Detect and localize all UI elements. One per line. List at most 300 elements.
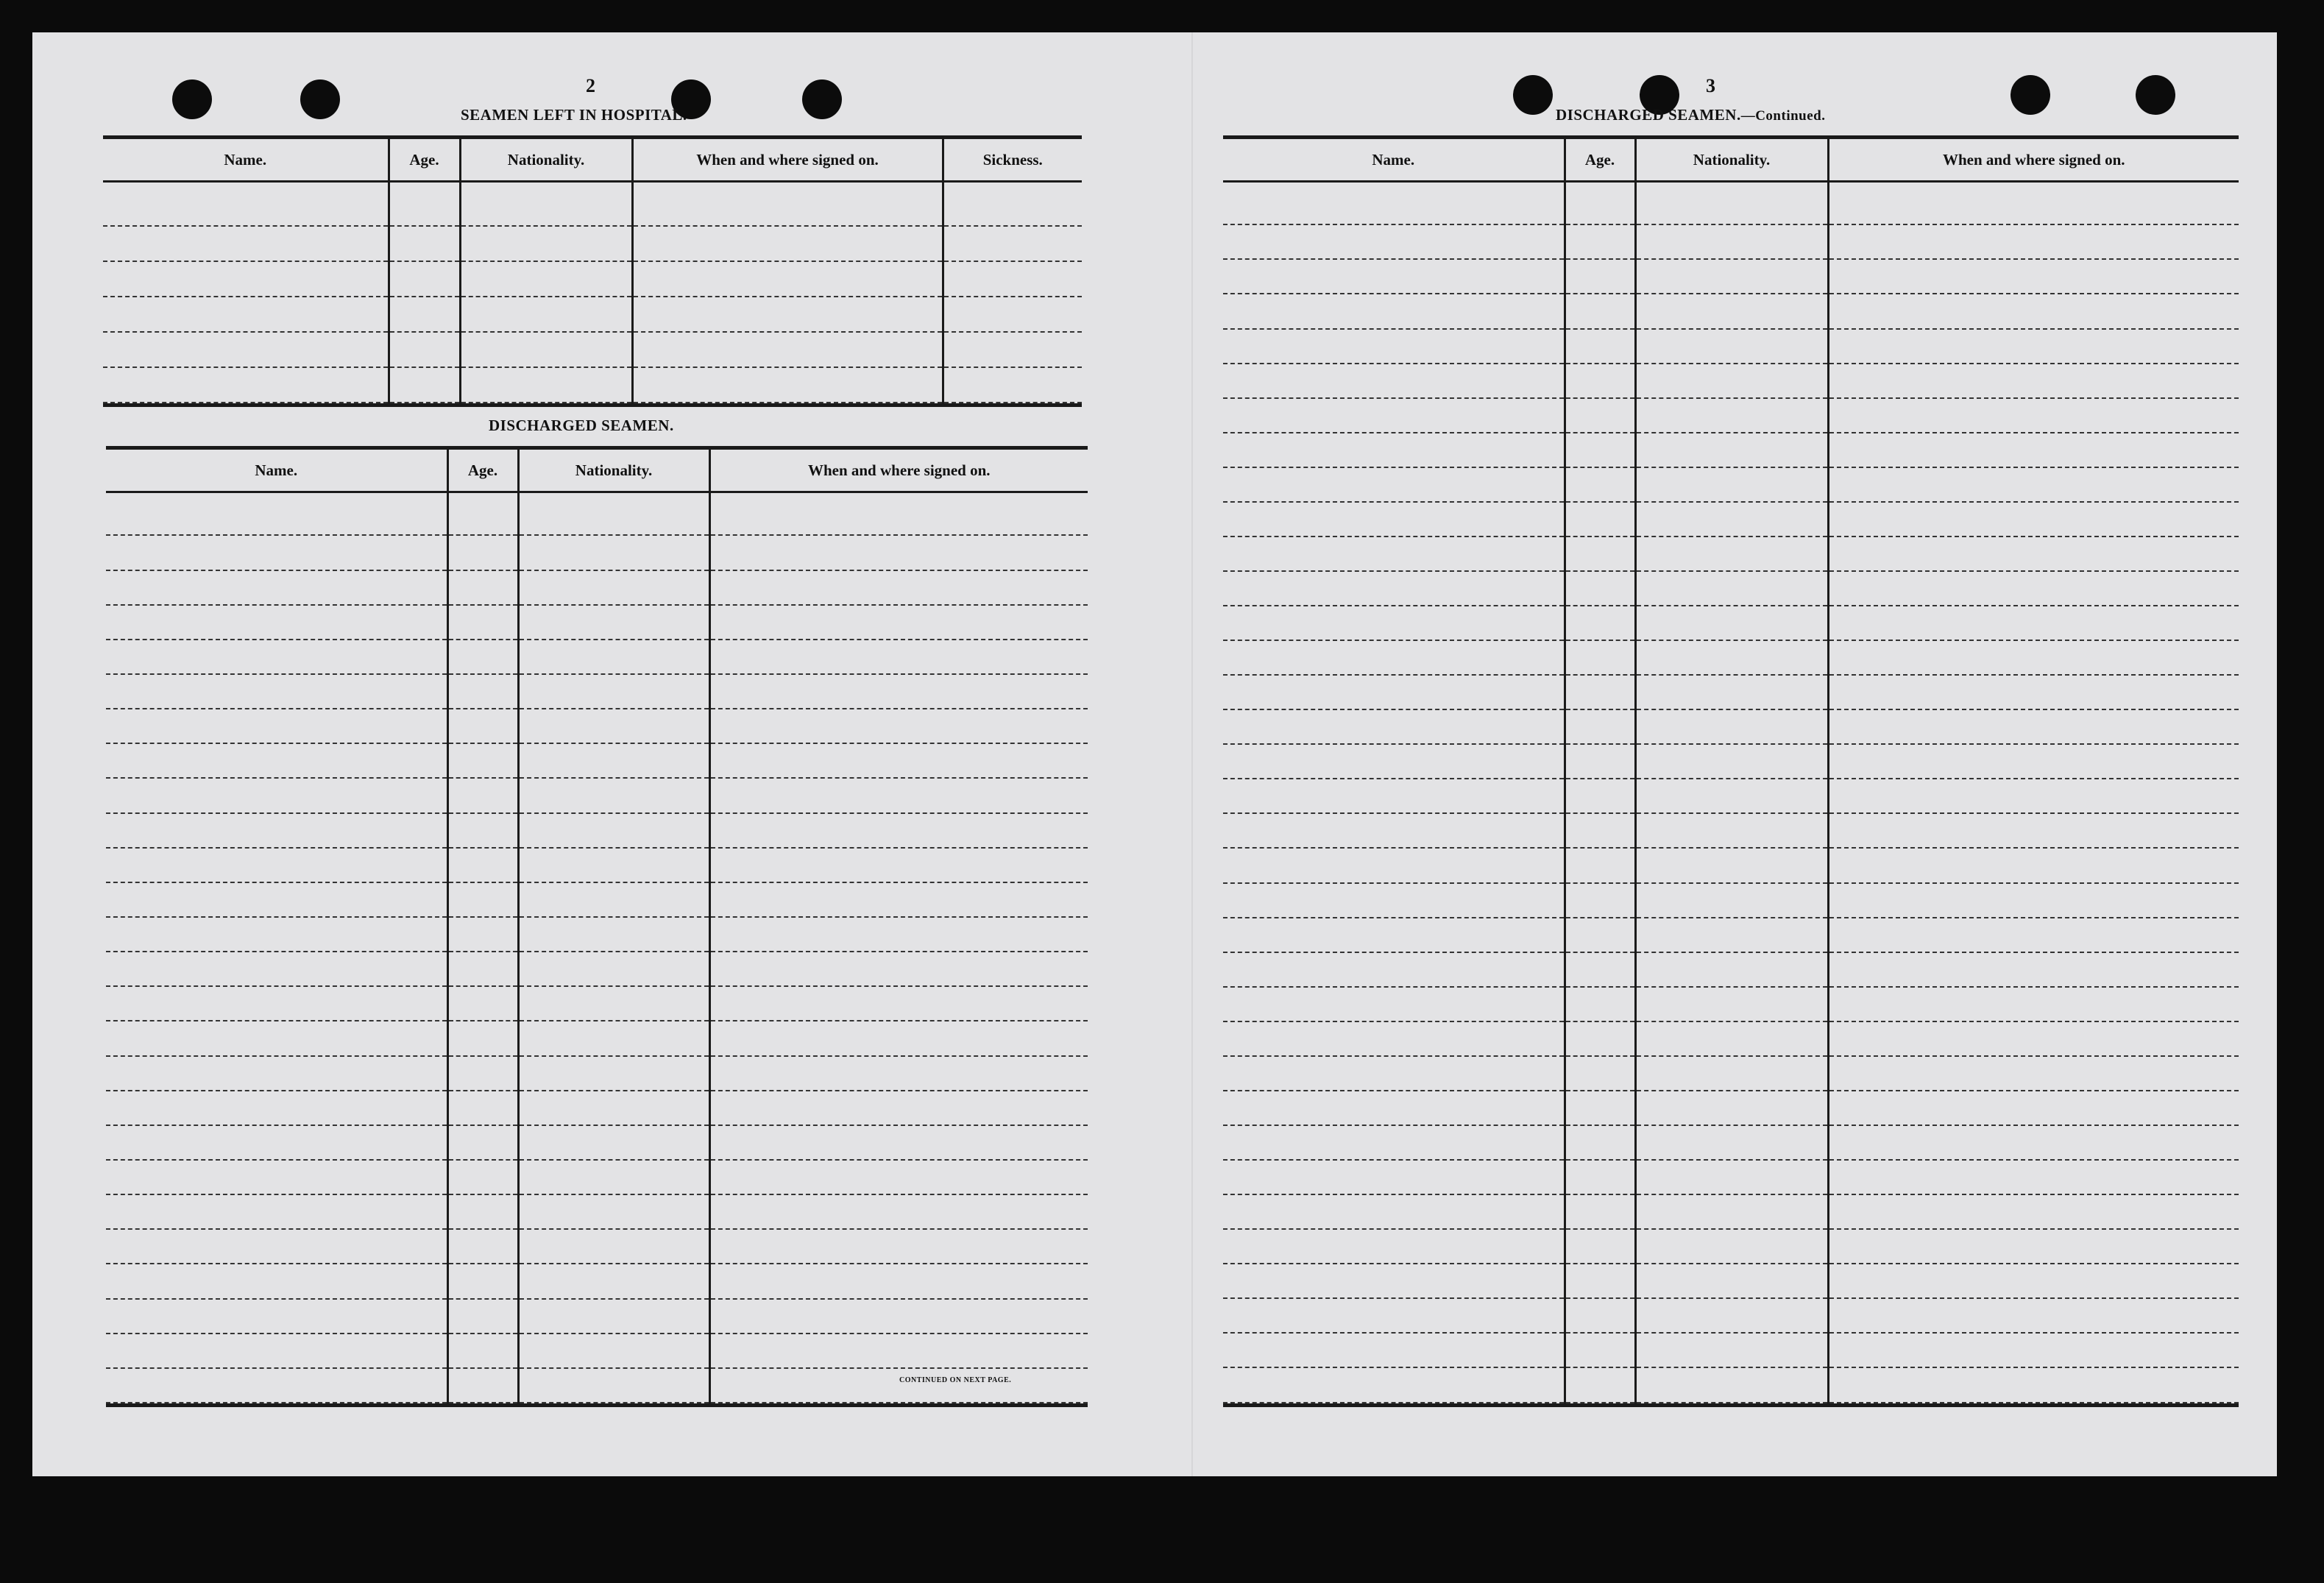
title-continued: —Continued.: [1740, 108, 1826, 124]
blank-cell: [389, 261, 460, 297]
blank-cell: [447, 1194, 518, 1229]
blank-cell: [1635, 1298, 1828, 1333]
blank-cell: [447, 492, 518, 536]
table-row: [1223, 606, 2239, 640]
table-row: [106, 778, 1088, 812]
blank-cell: [1635, 744, 1828, 779]
blank-cell: [709, 1334, 1088, 1368]
blank-cell: [709, 743, 1088, 778]
table-row: [1223, 813, 2239, 848]
blank-cell: [1828, 259, 2239, 294]
blank-cell: [1223, 467, 1565, 502]
blank-cell: [1828, 640, 2239, 675]
blank-cell: [1565, 918, 1635, 952]
blank-cell: [1223, 813, 1565, 848]
blank-cell: [447, 570, 518, 605]
blank-cell: [447, 917, 518, 952]
table-row: [106, 640, 1088, 674]
table-row: [103, 332, 1082, 367]
table-row: [106, 1264, 1088, 1298]
blank-cell: [709, 778, 1088, 812]
blank-cell: [447, 640, 518, 674]
blank-cell: [1565, 848, 1635, 882]
blank-cell: [1565, 182, 1635, 225]
col-header-age: Age.: [389, 139, 460, 182]
blank-cell: [1565, 1194, 1635, 1229]
blank-cell: [1223, 675, 1565, 709]
blank-cell: [106, 986, 447, 1021]
col-header-name: Name.: [103, 139, 389, 182]
table-row: [106, 1368, 1088, 1403]
blank-cell: [1223, 1264, 1565, 1298]
blank-cell: [518, 917, 709, 952]
blank-cell: [1635, 813, 1828, 848]
blank-cell: [1565, 987, 1635, 1021]
blank-cell: [103, 367, 389, 403]
blank-cell: [106, 1368, 447, 1403]
blank-cell: [1828, 502, 2239, 536]
punch-hole: [172, 79, 212, 119]
blank-cell: [709, 605, 1088, 640]
blank-cell: [1635, 467, 1828, 502]
blank-cell: [106, 743, 447, 778]
blank-cell: [1565, 536, 1635, 571]
blank-cell: [709, 813, 1088, 848]
blank-cell: [447, 1160, 518, 1194]
blank-cell: [1635, 1367, 1828, 1403]
blank-cell: [518, 743, 709, 778]
blank-cell: [943, 226, 1082, 261]
table-row: [1223, 1194, 2239, 1229]
blank-cell: [518, 986, 709, 1021]
blank-cell: [1635, 1125, 1828, 1160]
blank-cell: [943, 297, 1082, 332]
discharged-section-title: DISCHARGED SEAMEN.: [489, 417, 674, 434]
blank-cell: [518, 570, 709, 605]
blank-cell: [1223, 294, 1565, 328]
blank-cell: [709, 952, 1088, 986]
blank-cell: [106, 570, 447, 605]
blank-cell: [1223, 1160, 1565, 1194]
blank-cell: [1223, 259, 1565, 294]
blank-cell: [447, 778, 518, 812]
blank-cell: [518, 674, 709, 709]
blank-cell: [1565, 571, 1635, 606]
blank-cell: [447, 605, 518, 640]
blank-cell: [460, 226, 632, 261]
blank-cell: [1635, 709, 1828, 744]
table-row: [1223, 1264, 2239, 1298]
blank-cell: [1565, 1229, 1635, 1264]
blank-cell: [1223, 987, 1565, 1021]
table-row: [106, 743, 1088, 778]
blank-cell: [1223, 1091, 1565, 1125]
table-row: [106, 709, 1088, 743]
blank-cell: [709, 709, 1088, 743]
blank-cell: [447, 1299, 518, 1334]
blank-cell: [103, 182, 389, 226]
table-row: [1223, 259, 2239, 294]
blank-cell: [1635, 1333, 1828, 1367]
blank-cell: [106, 1160, 447, 1194]
table-row: [106, 1299, 1088, 1334]
table-row: [103, 182, 1082, 226]
blank-cell: [1565, 1091, 1635, 1125]
blank-cell: [447, 952, 518, 986]
blank-cell: [1828, 1298, 2239, 1333]
blank-cell: [447, 1229, 518, 1264]
blank-cell: [447, 986, 518, 1021]
table-row: [106, 1334, 1088, 1368]
blank-cell: [1565, 329, 1635, 364]
blank-cell: [1223, 364, 1565, 398]
table-row: [106, 986, 1088, 1021]
blank-cell: [1223, 1194, 1565, 1229]
blank-cell: [943, 182, 1082, 226]
blank-cell: [106, 882, 447, 917]
blank-cell: [1223, 224, 1565, 259]
blank-cell: [106, 535, 447, 570]
blank-cell: [1635, 1021, 1828, 1056]
blank-cell: [1565, 398, 1635, 433]
table-row: [1223, 1125, 2239, 1160]
blank-cell: [709, 986, 1088, 1021]
blank-cell: [106, 674, 447, 709]
blank-cell: [1565, 1056, 1635, 1091]
blank-cell: [389, 182, 460, 226]
blank-cell: [106, 1021, 447, 1055]
blank-cell: [1565, 1125, 1635, 1160]
blank-cell: [106, 605, 447, 640]
blank-cell: [1635, 606, 1828, 640]
blank-cell: [106, 1056, 447, 1091]
table-row: [106, 1021, 1088, 1055]
blank-cell: [709, 1160, 1088, 1194]
punch-hole: [300, 79, 340, 119]
blank-cell: [1635, 259, 1828, 294]
punch-hole: [802, 79, 842, 119]
table-row: [1223, 536, 2239, 571]
blank-cell: [1635, 1091, 1828, 1125]
table-row: [106, 917, 1088, 952]
hospital-rows: [103, 182, 1082, 403]
blank-cell: [1565, 952, 1635, 987]
blank-cell: [106, 640, 447, 674]
blank-cell: [1223, 918, 1565, 952]
blank-cell: [1223, 1298, 1565, 1333]
blank-cell: [460, 297, 632, 332]
blank-cell: [1223, 848, 1565, 882]
blank-cell: [103, 261, 389, 297]
blank-cell: [447, 1056, 518, 1091]
blank-cell: [943, 332, 1082, 367]
blank-cell: [1223, 1229, 1565, 1264]
blank-cell: [709, 882, 1088, 917]
blank-cell: [1565, 779, 1635, 813]
blank-cell: [1565, 675, 1635, 709]
blank-cell: [709, 1368, 1088, 1403]
blank-cell: [518, 1264, 709, 1298]
blank-cell: [1828, 1229, 2239, 1264]
blank-cell: [518, 848, 709, 882]
table-row: [1223, 224, 2239, 259]
blank-cell: [709, 1056, 1088, 1091]
table-row: [1223, 709, 2239, 744]
blank-cell: [460, 332, 632, 367]
blank-cell: [1828, 1264, 2239, 1298]
page-fold: [1191, 32, 1193, 1476]
blank-cell: [1828, 571, 2239, 606]
blank-cell: [1828, 1125, 2239, 1160]
blank-cell: [518, 709, 709, 743]
table-row: [1223, 1056, 2239, 1091]
blank-cell: [106, 1091, 447, 1125]
blank-cell: [106, 778, 447, 812]
blank-cell: [1223, 398, 1565, 433]
blank-cell: [106, 1125, 447, 1160]
blank-cell: [709, 1194, 1088, 1229]
blank-cell: [1828, 779, 2239, 813]
table-row: [1223, 182, 2239, 225]
blank-cell: [709, 535, 1088, 570]
blank-cell: [1223, 502, 1565, 536]
blank-cell: [709, 917, 1088, 952]
discharged-rows-left: [106, 492, 1088, 1403]
blank-cell: [103, 226, 389, 261]
blank-cell: [103, 332, 389, 367]
blank-cell: [1565, 813, 1635, 848]
blank-cell: [1635, 779, 1828, 813]
blank-cell: [1565, 1298, 1635, 1333]
blank-cell: [1223, 952, 1565, 987]
blank-cell: [1828, 1194, 2239, 1229]
blank-cell: [106, 492, 447, 536]
blank-cell: [1828, 675, 2239, 709]
table-row: [1223, 329, 2239, 364]
blank-cell: [106, 1334, 447, 1368]
blank-cell: [460, 182, 632, 226]
blank-cell: [709, 848, 1088, 882]
blank-cell: [447, 1334, 518, 1368]
table-row: [1223, 294, 2239, 328]
blank-cell: [1828, 1367, 2239, 1403]
blank-cell: [1565, 1333, 1635, 1367]
blank-cell: [709, 1264, 1088, 1298]
blank-cell: [709, 1299, 1088, 1334]
blank-cell: [518, 952, 709, 986]
blank-cell: [709, 492, 1088, 536]
blank-cell: [447, 882, 518, 917]
blank-cell: [1635, 1229, 1828, 1264]
blank-cell: [1565, 744, 1635, 779]
punch-hole: [2011, 75, 2050, 115]
blank-cell: [709, 640, 1088, 674]
blank-cell: [447, 1368, 518, 1403]
table-row: [1223, 1333, 2239, 1367]
blank-cell: [106, 813, 447, 848]
col-header-nationality: Nationality.: [1635, 139, 1828, 182]
blank-cell: [632, 367, 943, 403]
blank-cell: [447, 674, 518, 709]
table-row: [1223, 987, 2239, 1021]
blank-cell: [1828, 1160, 2239, 1194]
blank-cell: [1828, 883, 2239, 918]
blank-cell: [1828, 224, 2239, 259]
blank-cell: [1828, 606, 2239, 640]
blank-cell: [943, 261, 1082, 297]
blank-cell: [518, 535, 709, 570]
blank-cell: [1223, 640, 1565, 675]
blank-cell: [106, 1229, 447, 1264]
blank-cell: [1828, 182, 2239, 225]
blank-cell: [1635, 883, 1828, 918]
blank-cell: [389, 226, 460, 261]
table-row: [103, 367, 1082, 403]
blank-cell: [447, 1021, 518, 1055]
punch-hole: [1513, 75, 1553, 115]
table-row: [1223, 1229, 2239, 1264]
table-row: [1223, 883, 2239, 918]
blank-cell: [1635, 918, 1828, 952]
blank-cell: [632, 332, 943, 367]
blank-cell: [1635, 1056, 1828, 1091]
blank-cell: [103, 297, 389, 332]
continued-note: CONTINUED ON NEXT PAGE.: [899, 1376, 1012, 1384]
blank-cell: [460, 261, 632, 297]
table-row: [106, 1056, 1088, 1091]
blank-cell: [1828, 987, 2239, 1021]
blank-cell: [447, 1091, 518, 1125]
blank-cell: [1223, 1021, 1565, 1056]
blank-cell: [1223, 883, 1565, 918]
blank-cell: [1828, 467, 2239, 502]
table-row: [103, 297, 1082, 332]
blank-cell: [1635, 987, 1828, 1021]
blank-cell: [1635, 294, 1828, 328]
hospital-table: [103, 135, 1082, 407]
blank-cell: [389, 297, 460, 332]
table-row: [106, 535, 1088, 570]
blank-cell: [1828, 709, 2239, 744]
blank-cell: [106, 917, 447, 952]
table-row: [106, 674, 1088, 709]
blank-cell: [709, 674, 1088, 709]
blank-cell: [632, 182, 943, 226]
table-row: [1223, 952, 2239, 987]
col-header-nationality: Nationality.: [518, 450, 709, 492]
table-row: [106, 1229, 1088, 1264]
blank-cell: [1565, 606, 1635, 640]
blank-cell: [709, 570, 1088, 605]
form-sheet: [32, 32, 2277, 1476]
blank-cell: [447, 743, 518, 778]
blank-cell: [1635, 1160, 1828, 1194]
blank-cell: [1565, 502, 1635, 536]
col-header-signed-on: When and where signed on.: [1828, 139, 2239, 182]
blank-cell: [1223, 433, 1565, 467]
blank-cell: [1565, 1264, 1635, 1298]
blank-cell: [518, 492, 709, 536]
blank-cell: [518, 1334, 709, 1368]
blank-cell: [943, 367, 1082, 403]
blank-cell: [447, 535, 518, 570]
blank-cell: [1565, 883, 1635, 918]
col-header-name: Name.: [106, 450, 447, 492]
blank-cell: [1635, 848, 1828, 882]
blank-cell: [1828, 329, 2239, 364]
hospital-section-title: SEAMEN LEFT IN HOSPITAL.: [461, 106, 687, 124]
blank-cell: [518, 1021, 709, 1055]
col-header-name: Name.: [1223, 139, 1565, 182]
blank-cell: [389, 332, 460, 367]
right-page-number: 3: [1706, 75, 1715, 96]
table-row: [1223, 1298, 2239, 1333]
blank-cell: [518, 1056, 709, 1091]
blank-cell: [1828, 536, 2239, 571]
table-row: [106, 1194, 1088, 1229]
blank-cell: [1635, 571, 1828, 606]
table-row: [1223, 640, 2239, 675]
blank-cell: [1223, 606, 1565, 640]
punch-hole: [2136, 75, 2175, 115]
blank-cell: [1828, 918, 2239, 952]
blank-cell: [106, 1299, 447, 1334]
table-row: [1223, 918, 2239, 952]
blank-cell: [1565, 259, 1635, 294]
blank-cell: [106, 1194, 447, 1229]
blank-cell: [632, 261, 943, 297]
table-row: [1223, 1367, 2239, 1403]
blank-cell: [1565, 364, 1635, 398]
blank-cell: [106, 1264, 447, 1298]
table-row: [1223, 364, 2239, 398]
table-row: [1223, 398, 2239, 433]
blank-cell: [447, 813, 518, 848]
blank-cell: [1635, 398, 1828, 433]
blank-cell: [1223, 329, 1565, 364]
table-row: [106, 1125, 1088, 1160]
discharged-rows-right: [1223, 182, 2239, 1403]
blank-cell: [1565, 433, 1635, 467]
table-row: [1223, 1091, 2239, 1125]
blank-cell: [632, 297, 943, 332]
blank-cell: [1223, 1056, 1565, 1091]
blank-cell: [1223, 1125, 1565, 1160]
blank-cell: [1635, 329, 1828, 364]
blank-cell: [447, 1125, 518, 1160]
table-row: [1223, 1160, 2239, 1194]
blank-cell: [632, 226, 943, 261]
blank-cell: [1635, 675, 1828, 709]
blank-cell: [518, 1160, 709, 1194]
discharged-table-left: [106, 446, 1088, 1407]
blank-cell: [709, 1229, 1088, 1264]
blank-cell: [1828, 813, 2239, 848]
blank-cell: [518, 640, 709, 674]
blank-cell: [1223, 744, 1565, 779]
blank-cell: [1223, 779, 1565, 813]
col-header-age: Age.: [1565, 139, 1635, 182]
table-row: [106, 1091, 1088, 1125]
blank-cell: [1223, 709, 1565, 744]
table-row: [106, 813, 1088, 848]
blank-cell: [1635, 640, 1828, 675]
blank-cell: [1828, 1091, 2239, 1125]
blank-cell: [1828, 952, 2239, 987]
blank-cell: [518, 1229, 709, 1264]
table-row: [1223, 433, 2239, 467]
blank-cell: [1635, 502, 1828, 536]
